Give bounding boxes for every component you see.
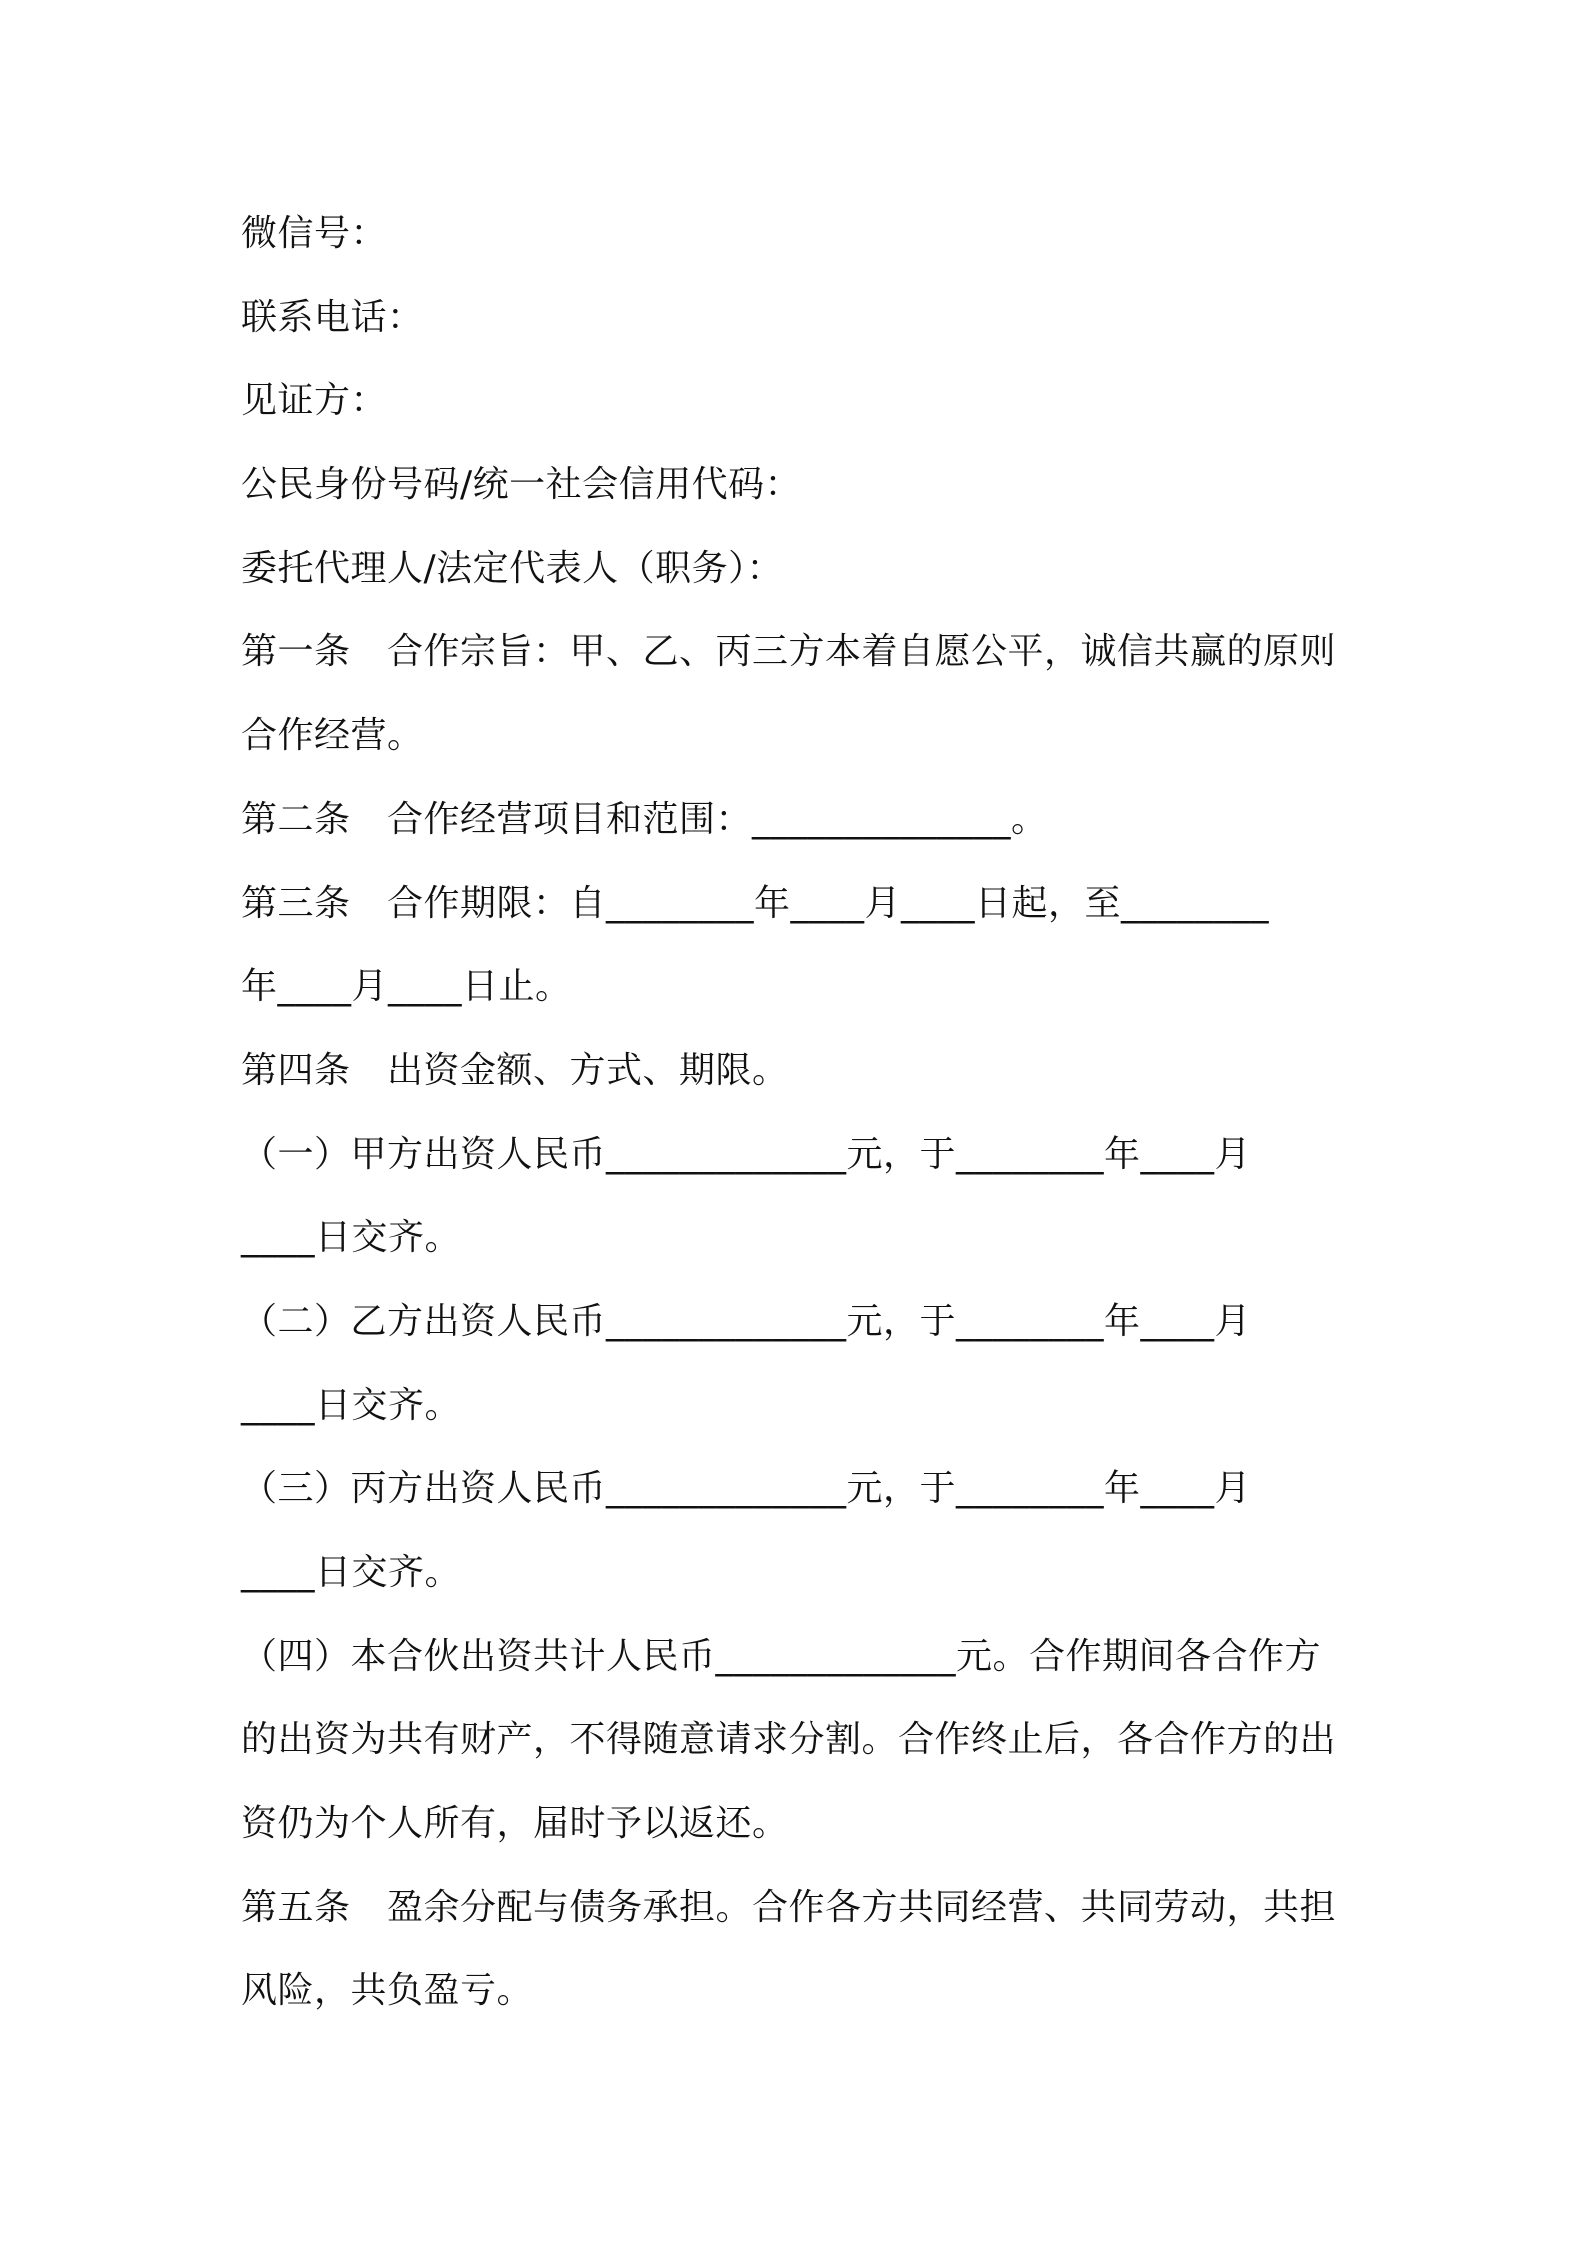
article-4-item-4-line-1: （四）本合伙出资共计人民币_____________元。合作期间各合作方 (241, 1635, 1322, 1677)
article-3-line-2: 年____月____日止。 (241, 966, 572, 1008)
article-4-item-2-line-2: ____日交齐。 (241, 1384, 462, 1426)
article-1-line-1: 第一条 合作宗旨：甲、乙、丙三方本着自愿公平，诚信共赢的原则 (241, 631, 1337, 673)
phone-label: 联系电话： (241, 296, 424, 338)
article-3-line-1: 第三条 合作期限：自________年____月____日起，至________ (241, 882, 1270, 924)
document-body (241, 192, 1361, 2033)
article-4-item-4-line-2: 的出资为共有财产，不得随意请求分割。合作终止后，各合作方的出 (241, 1719, 1337, 1761)
id-code-label: 公民身份号码/统一社会信用代码： (241, 464, 802, 506)
agent-label: 委托代理人/法定代表人（职务）： (241, 547, 784, 589)
article-2: 第二条 合作经营项目和范围：______________。 (241, 798, 1048, 840)
article-4-item-3-line-1: （三）丙方出资人民币_____________元，于________年____月 (241, 1468, 1252, 1510)
article-4-heading: 第四条 出资金额、方式、期限。 (241, 1049, 789, 1091)
article-4-item-2-line-1: （二）乙方出资人民币_____________元，于________年____月 (241, 1300, 1252, 1342)
article-1-line-2: 合作经营。 (241, 715, 424, 757)
article-5-line-2: 风险，共负盈亏。 (241, 1970, 534, 2012)
article-4-item-3-line-2: ____日交齐。 (241, 1552, 462, 1593)
witness-label: 见证方： (241, 380, 388, 422)
article-5-line-1: 第五条 盈余分配与债务承担。合作各方共同经营、共同劳动，共担 (241, 1886, 1337, 1928)
article-4-item-1-line-1: （一）甲方出资人民币_____________元，于________年____月 (241, 1133, 1252, 1175)
wechat-label: 微信号： (241, 213, 388, 254)
article-4-item-4-line-3: 资仍为个人所有，届时予以返还。 (241, 1803, 789, 1845)
article-4-item-1-line-2: ____日交齐。 (241, 1217, 462, 1259)
